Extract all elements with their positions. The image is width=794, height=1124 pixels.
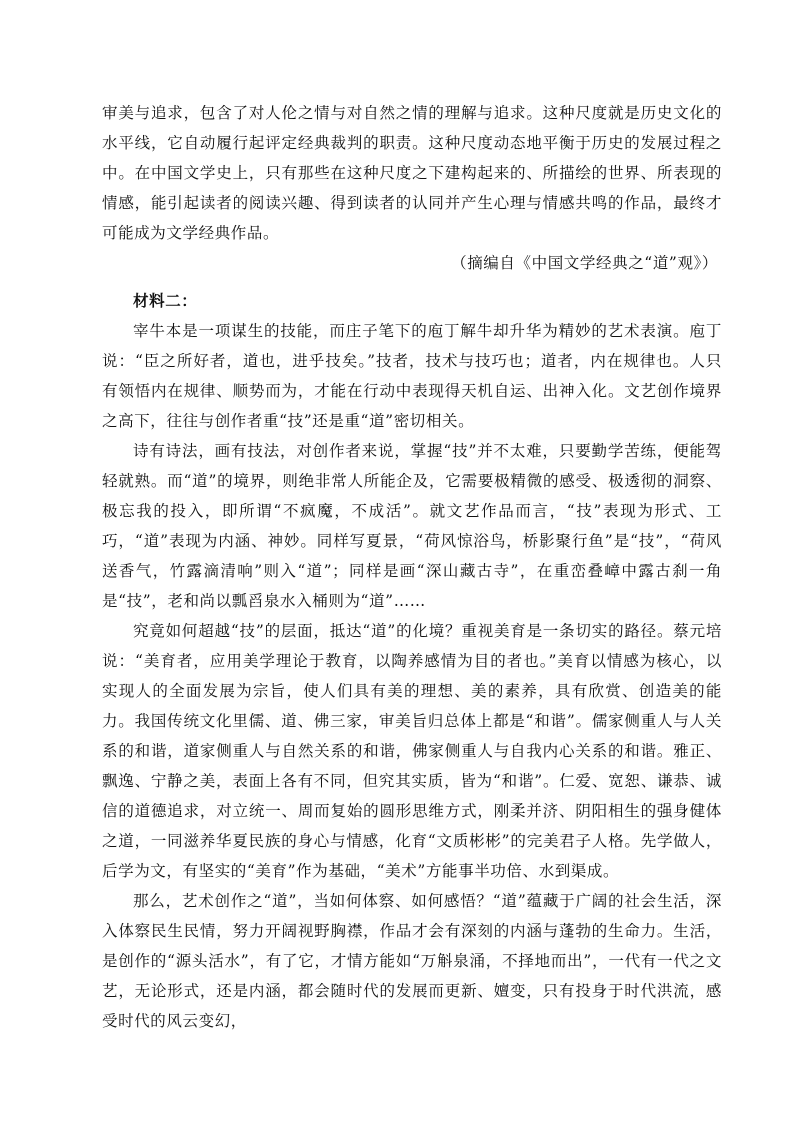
paragraph: 宰牛本是一项谋生的技能，而庄子笔下的庖丁解牛却升华为精妙的艺术表演。庖丁说：“臣之所好者，道也，进乎技矣。”技者，技术与技巧也；道者，内在规律也。人只有领悟内在规律、顺势而为，才能在行动中表现得天机自运、出神入化。文艺创作境界之高下，往往与创作者重“技”还是重“道”密切相关。 xyxy=(102,322,722,430)
paragraph-continuation: 审美与追求，包含了对人伦之情与对自然之情的理解与追求。这种尺度就是历史文化的水平线，它自动履行起评定经典裁判的职责。这种尺度动态地平衡于历史的发展过程之中。在中国文学史上，只有那些在这种尺度之下建构起来的、所描绘的世界、所表现的情感，能引起读者的阅读兴趣、得到读者的认同并产生心理与情感共鸣的作品，最终才可能成为文学经典作品。 xyxy=(102,104,722,242)
paragraph: 诗有诗法，画有技法，对创作者来说，掌握“技”并不太难，只要勤学苦练，便能驾轻就熟。而“道”的境界，则绝非常人所能企及，它需要极精微的感受、极透彻的洞察、极忘我的投入，即所谓“不疯魔，不成活”。就文艺作品而言，“技”表现为形式、工巧，“道”表现为内涵、神妙。同样写夏景，“荷风惊浴鸟，桥影聚行鱼”是“技”，“荷风送香气，竹露滴清响”则入“道”；同样是画“深山藏古寺”，在重峦叠嶂中露古刹一角是“技”，老和尚以瓢舀泉水入桶则为“道”…… xyxy=(102,442,722,610)
document-page xyxy=(102,98,722,1036)
section-heading: 材料二： xyxy=(133,291,198,310)
paragraph: 究竟如何超越“技”的层面，抵达“道”的化境？重视美育是一条切实的路径。蔡元培说：“美育者，应用美学理论于教育，以陶养感情为目的者也。”美育以情感为核心，以实现人的全面发展为宗旨，使人们具有美的理想、美的素养，具有欣赏、创造美的能力。我国传统文化里儒、道、佛三家，审美旨归总体上都是“和谐”。儒家侧重人与人关系的和谐，道家侧重人与自然关系的和谐，佛家侧重人与自我内心关系的和谐。雅正、飘逸、宁静之美，表面上各有不同，但究其实质，皆为“和谐”。仁爱、宽恕、谦恭、诚信的道德追求，对立统一、周而复始的圆形思维方式，刚柔并济、阴阳相生的强身健体之道，一同滋养华夏民族的身心与情感，化育“文质彬彬”的完美君子人格。先学做人，后学为文，有坚实的“美育”作为基础，“美术”方能事半功倍、水到渠成。 xyxy=(102,622,722,880)
paragraph: 那么，艺术创作之“道”，当如何体察、如何感悟？“道”蕴藏于广阔的社会生活，深入体察民生民情，努力开阔视野胸襟，作品才会有深刻的内涵与蓬勃的生命力。生活，是创作的“源头活水”，有了它，才情方能如“万斛泉涌，不择地而出”，一代有一代之文艺，无论形式，还是内涵，都会随时代的发展而更新、嬗变，只有投身于时代洪流，感受时代的风云变幻， xyxy=(102,892,722,1030)
source-citation: （摘编自《中国文学经典之“道”观》） xyxy=(451,254,718,272)
